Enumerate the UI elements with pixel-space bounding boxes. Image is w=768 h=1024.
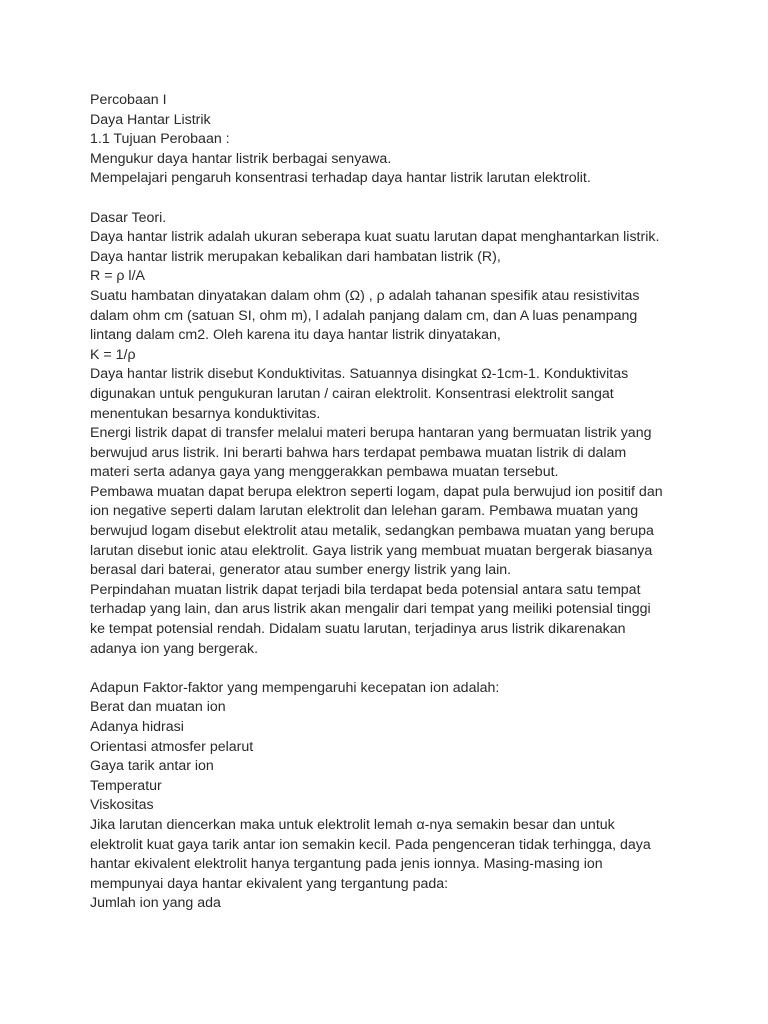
text-line: Dasar Teori.: [90, 209, 167, 226]
text-line: ke tempat potensial rendah. Didalam suatu larutan, terjadinya arus listrik dikarenakan: [90, 621, 626, 638]
text-line: Daya Hantar Listrik: [90, 111, 211, 128]
text-line: digunakan untuk pengukuran larutan / cairan elektrolit. Konsentrasi elektrolit sangat: [90, 385, 614, 402]
text-line: Berat dan muatan ion: [90, 699, 226, 716]
text-line: Energi listrik dapat di transfer melalui materi berupa hantaran yang bermuatan listrik yang: [90, 425, 652, 442]
text-line: berwujud arus listrik. Ini berarti bahwa hars terdapat pembawa muatan listrik di dalam: [90, 444, 627, 461]
text-line: ion negative seperti dalam larutan elektrolit dan lelehan garam. Pembawa muatan yang: [90, 503, 639, 520]
text-line: 1.1 Tujuan Perobaan :: [90, 131, 230, 148]
text-line: Orientasi atmosfer pelarut: [90, 738, 254, 755]
text-line: elektrolit kuat gaya tarik antar ion semakin kecil. Pada pengenceran tidak terhingga, daya: [90, 836, 651, 853]
text-line: Perpindahan muatan listrik dapat terjadi bila terdapat beda potensial antara satu tempat: [90, 581, 641, 598]
text-line: lintang dalam cm2. Oleh karena itu daya hantar listrik dinyatakan,: [90, 327, 501, 344]
document-body: [90, 91, 690, 914]
blank-line: [90, 189, 690, 209]
text-line: R = ρ l/A: [90, 268, 145, 285]
text-line: Viskositas: [90, 797, 154, 814]
text-line: Jumlah ion yang ada: [90, 895, 221, 912]
text-line: larutan disebut ionic atau elektrolit. Gaya listrik yang membuat muatan bergerak biasanya: [90, 542, 653, 559]
text-line: adanya ion yang bergerak.: [90, 640, 259, 657]
text-line: berwujud logam disebut elektrolit atau metalik, sedangkan pembawa muatan yang berupa: [90, 523, 654, 540]
text-line: Pembawa muatan dapat berupa elektron seperti logam, dapat pula berwujud ion positif dan: [90, 483, 663, 500]
text-line: K = 1/ρ: [90, 346, 136, 363]
text-line: Gaya tarik antar ion: [90, 758, 214, 775]
text-line: Adanya hidrasi: [90, 719, 184, 735]
text-line: Daya hantar listrik adalah ukuran seberapa kuat suatu larutan dapat menghantarkan listrik.: [90, 229, 660, 246]
text-line: berasal dari baterai, generator atau sumber energy listrik yang lain.: [90, 562, 512, 579]
text-line: terhadap yang lain, dan arus listrik akan mengalir dari tempat yang meiliki potensial tinggi: [90, 601, 651, 618]
text-line: Jika larutan diencerkan maka untuk elektrolit lemah α-nya semakin besar dan untuk: [90, 816, 615, 833]
text-line: Adapun Faktor-faktor yang mempengaruhi kecepatan ion adalah:: [90, 679, 500, 696]
text-line: materi serta adanya gaya yang menggerakkan pembawa muatan tersebut.: [90, 464, 559, 481]
text-line: dalam ohm cm (satuan SI, ohm m), l adalah panjang dalam cm, dan A luas penampang: [90, 307, 638, 324]
text-line: mempunyai daya hantar ekivalent yang tergantung pada:: [90, 875, 449, 892]
text-line: menentukan besarnya konduktivitas.: [90, 405, 321, 422]
text-line: Mengukur daya hantar listrik berbagai senyawa.: [90, 150, 392, 167]
text-line: Daya hantar listrik merupakan kebalikan dari hambatan listrik (R),: [90, 248, 501, 265]
text-line: Percobaan I: [90, 92, 167, 108]
text-line: Daya hantar listrik disebut Konduktivitas. Satuannya disingkat Ω-1cm-1. Konduktivitas: [90, 366, 629, 383]
text-line: Temperatur: [90, 777, 162, 794]
text-line: Mempelajari pengaruh konsentrasi terhadap daya hantar listrik larutan elektrolit.: [90, 170, 591, 187]
blank-line: [90, 659, 690, 679]
text-line: hantar ekivalent elektrolit hanya tergantung pada jenis ionnya. Masing-masing ion: [90, 856, 603, 873]
text-line: Suatu hambatan dinyatakan dalam ohm (Ω) , ρ adalah tahanan spesifik atau resistivitas: [90, 287, 640, 304]
